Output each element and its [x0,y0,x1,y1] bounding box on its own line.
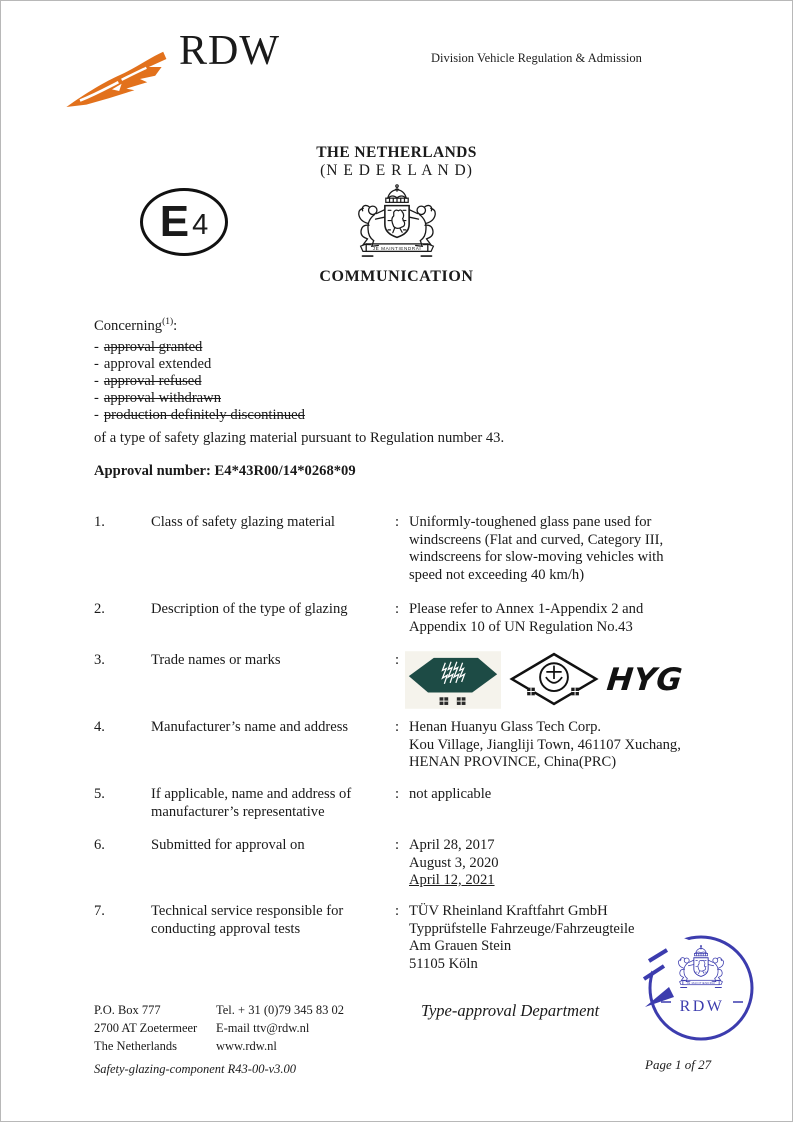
concerning-option: - approval granted [94,339,203,355]
concerning-option: - approval extended [94,356,212,372]
concerning-option: - approval refused [94,373,202,389]
concerning-label: Concerning$^{(1)}$: [94,317,178,334]
item-value: Please refer to Annex 1-Appendix 2 and Appendix 10 of UN Regulation No.43 [409,601,644,635]
item-number: 4. [94,719,105,735]
diamond-trademark-logo-icon [508,651,600,709]
document-page: RDW Division Vehicle Regulation & Admission THE NETHERLANDS (N E D E R L A N D) COMMUNICATION E 4 Concerning$^{(1)}$: - approval granted - approval extended - approval refused - approval withdrawn - production definitely discontinued of a type of safety glazing material pursuant to Regulation number 43. Approval number: E4*43R00/14*0268*09 1. Class of safety glazing material : Uniformly-toughened glass pane used for windscreens (Flat and curved, Category III, windscreens for slow-moving vehicles with speed not exceeding 40 km/h) 2. Description of the type of glazing : Please refer to Annex 1-Appendix 2 and Appendix 10 of UN Regulation No.43 3. Trade names or marks : HYG 4. Manufacturer’s name and address : Henan Huanyu Glass Tech Corp. Kou Village, Jiangliji Town, 461107 Xuchang, HENAN PROVINCE, China(PRC) 5. If applicable, name and address of manufacturer’s representative : not applicable 6. Submitted for approval on : April 28, 2017 August 3, 2020 April 12, 2021 7. Technical service responsible for conducting approval tests : TÜV Rheinland Kraftfahrt GmbH Typprüfstelle Fahrzeuge/Fahrzeugteile Am Grauen Stein 51105 Köln RDW P.O. Box 777 2700 AT Zoetermeer The Netherlands Tel. + 31 (0)79 345 83 02 E-mail ttv@rdw.nl www.rdw.nl Type-approval Department Safety-glazing-component R43-00-v3.00 Page 1 of 27 [0,0,793,1122]
e-mark-letter: E [159,197,190,246]
rdw-feather-logo-icon [64,43,168,111]
e4-approval-mark-icon [140,188,228,256]
item-value: TÜV Rheinland Kraftfahrt GmbH Typprüfstelle Fahrzeuge/Fahrzeugteile Am Grauen Stein 51105 Köln [409,903,635,972]
division-title: Division Vehicle Regulation & Admission [431,51,642,65]
item-number: 2. [94,601,105,617]
department-title: Type-approval Department [421,1001,600,1020]
item-value: not applicable [409,786,492,802]
rdw-wordmark: RDW [179,28,280,74]
subject-line: of a type of safety glazing material pursuant to Regulation number 43. [94,430,505,446]
item-value: April 28, 2017 August 3, 2020 April 12, 2021 [409,837,499,888]
trademark-logos [405,648,685,712]
item-label: Trade names or marks [151,652,281,668]
concerning-option: - approval withdrawn [94,390,221,406]
item-label: Manufacturer’s name and address [151,719,349,735]
country-native-title: (N E D E R L A N D) [320,162,473,179]
item-number: 3. [94,652,105,668]
document-reference: Safety-glazing-component R43-00-v3.00 [94,1062,297,1076]
item-label: Technical service responsible for conducting approval tests [151,903,344,937]
footer-contact: Tel. + 31 (0)79 345 83 02 E-mail ttv@rdw.nl www.rdw.nl [216,1003,345,1053]
dutch-coat-of-arms-icon [1,182,792,261]
item-label: If applicable, name and address of manufacturer’s representative [151,786,352,820]
approval-number: Approval number: E4*43R00/14*0268*09 [94,463,356,479]
item-value: Uniformly-toughened glass pane used for windscreens (Flat and curved, Category III, windscreens for slow-moving vehicles with speed not exceeding 40 km/h) [409,514,664,583]
item-label: Description of the type of glazing [151,601,348,617]
item-label: Submitted for approval on [151,837,305,853]
item-number: 6. [94,837,105,853]
concerning-option: - production definitely discontinued [94,407,305,423]
hexagon-trademark-logo-icon [405,651,501,709]
item-label: Class of safety glazing material [151,514,335,530]
stamp-rdw-text: RDW [679,998,725,1015]
hyg-wordmark-logo: HYG [605,661,685,698]
e-mark-number: 4 [192,208,209,241]
communication-heading: COMMUNICATION [319,268,474,285]
rdw-stamp-icon [641,931,761,1051]
footer-address: P.O. Box 777 2700 AT Zoetermeer The Netherlands [94,1003,198,1053]
item-number: 7. [94,903,105,919]
page-indicator: Page 1 of 27 [645,1057,712,1072]
item-number: 1. [94,514,105,530]
footnote-ref: (1) [162,317,174,327]
item-value: Henan Huanyu Glass Tech Corp. Kou Village, Jiangliji Town, 461107 Xuchang, HENAN PROVINCE, China(PRC) [409,719,681,770]
country-title: THE NETHERLANDS [316,144,477,161]
item-number: 5. [94,786,105,802]
